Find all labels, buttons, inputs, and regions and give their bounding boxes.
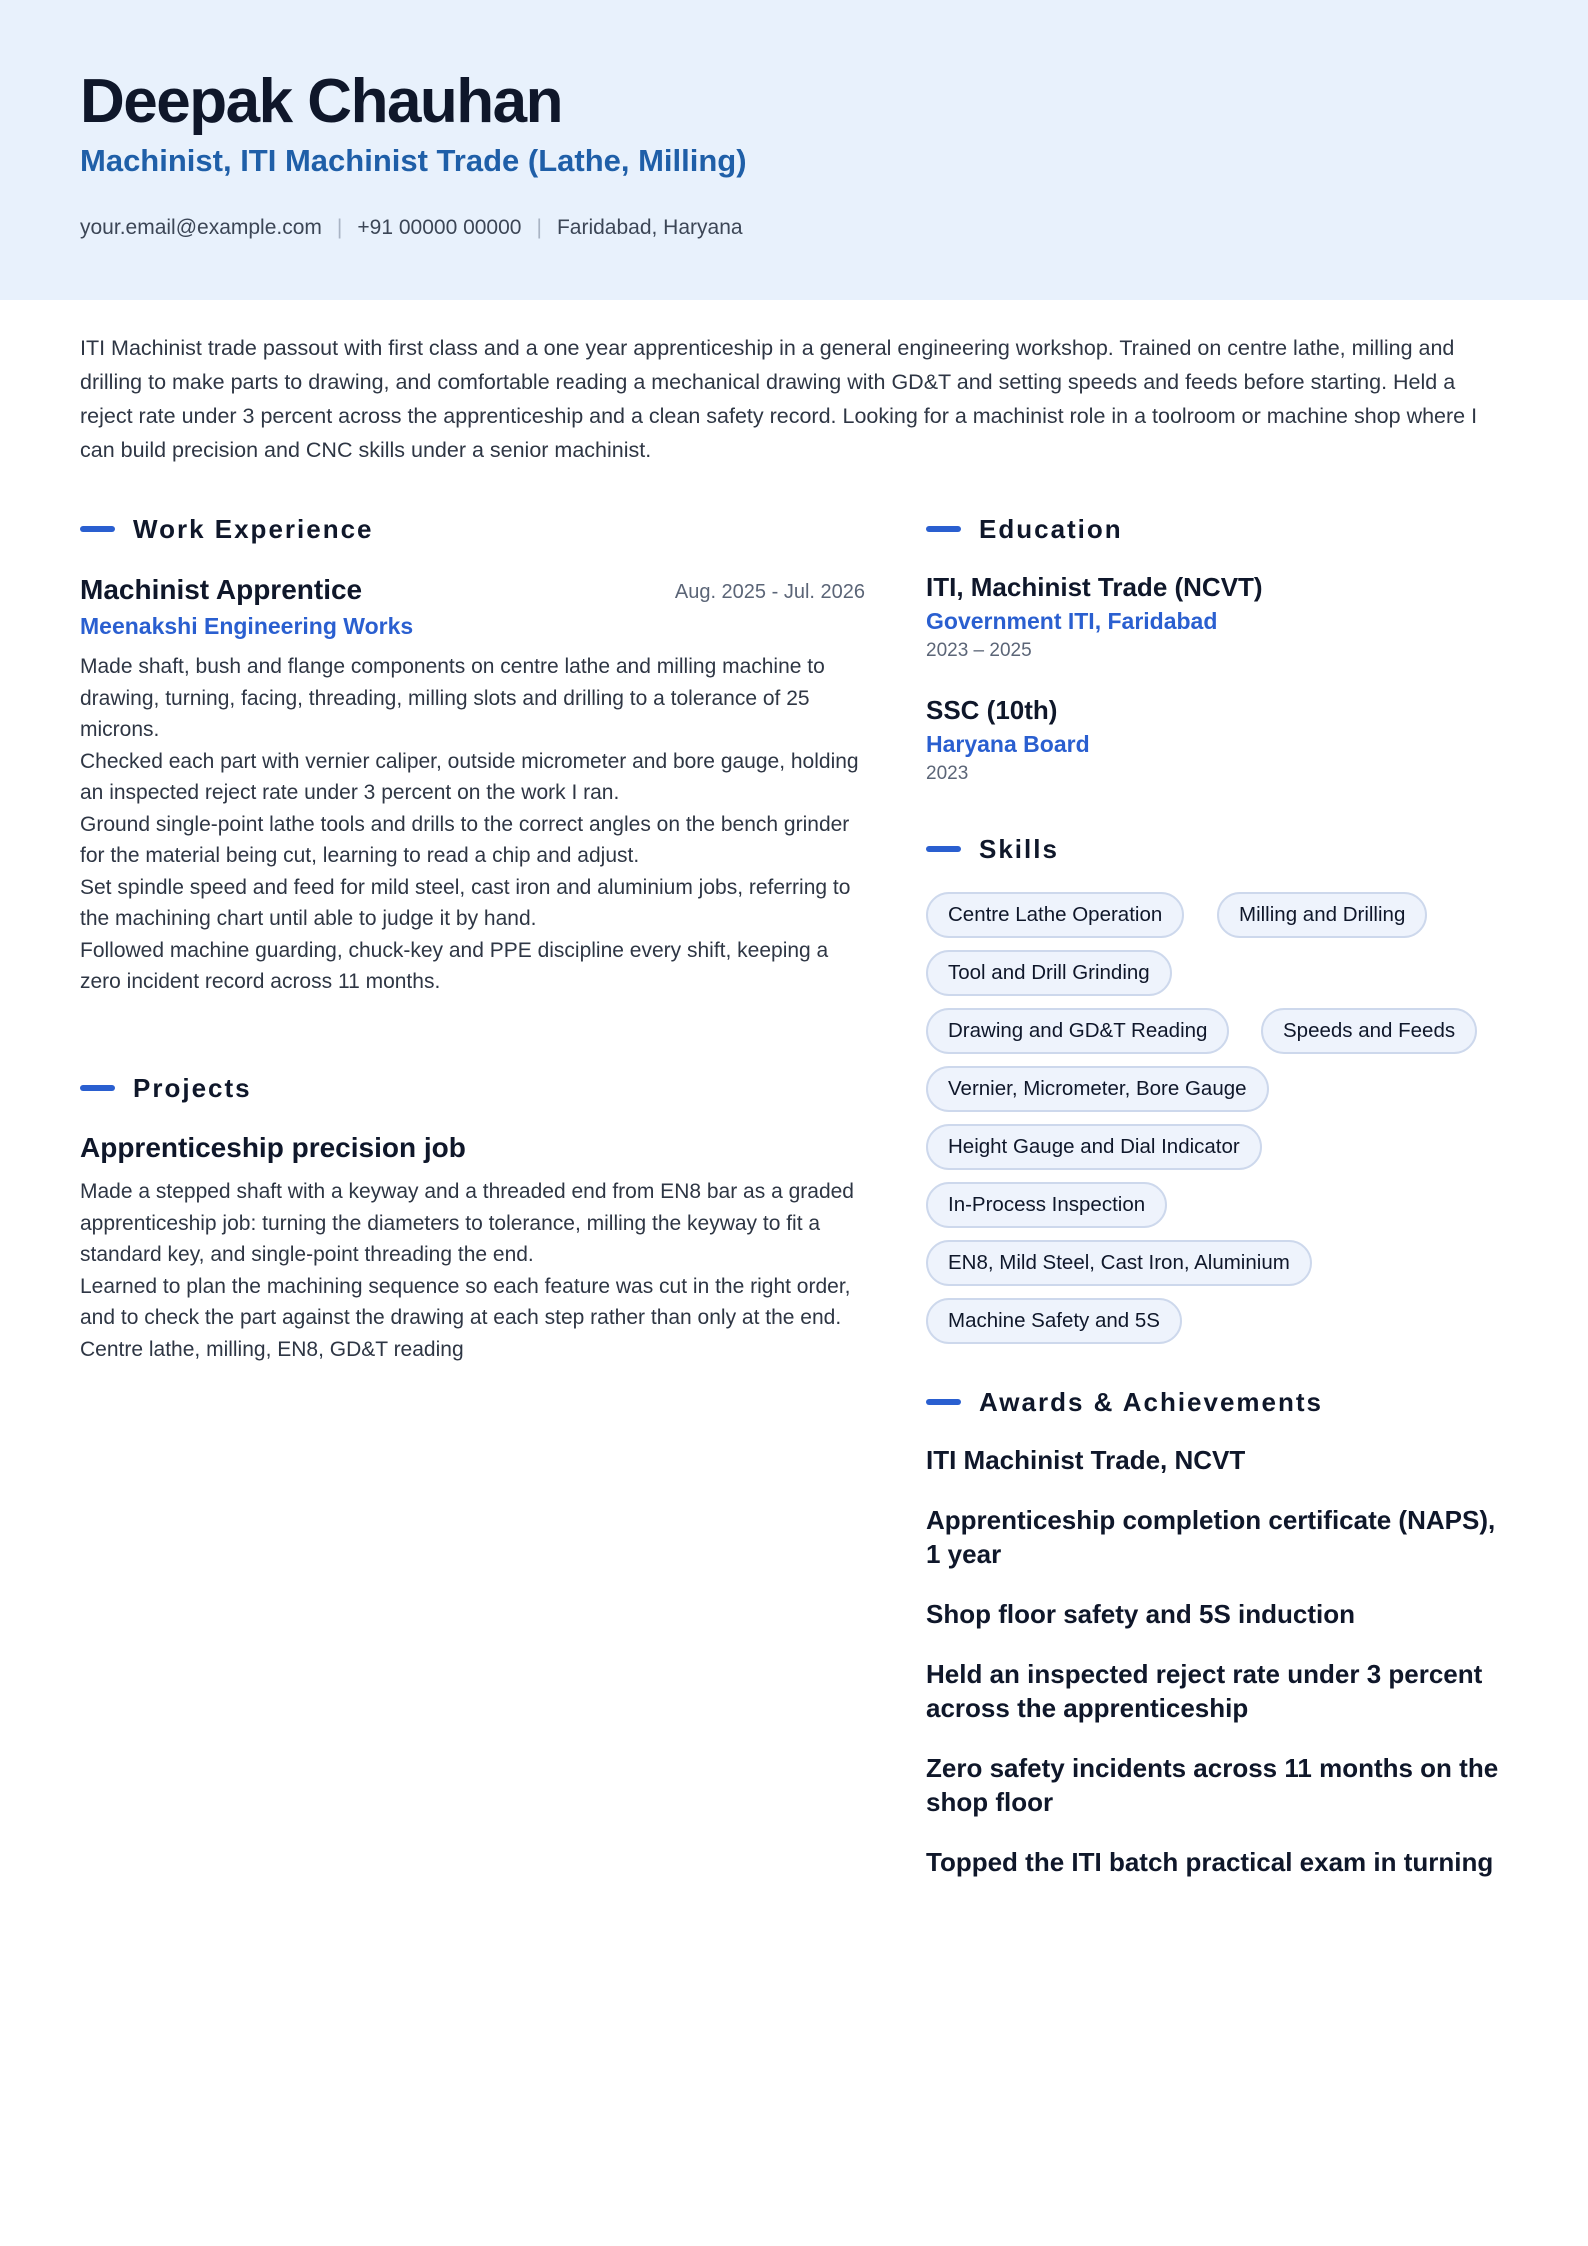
section-heading-skills <box>926 829 1059 869</box>
section-accent-bar <box>926 846 961 852</box>
job-dates: Aug. 2025 - Jul. 2026 <box>674 581 865 603</box>
skill-pill: Drawing and GD&T Reading <box>926 1008 1229 1054</box>
contact-separator: | <box>536 216 542 239</box>
skill-pill: In-Process Inspection <box>926 1182 1167 1228</box>
section-heading-experience <box>80 509 374 549</box>
education-degree: ITI, Machinist Trade (NCVT) <box>926 572 1263 602</box>
skill-pill: Tool and Drill Grinding <box>926 950 1172 996</box>
section-heading-label: Work Experience <box>133 513 374 544</box>
section-heading-awards <box>926 1382 1323 1422</box>
candidate-role: Machinist, ITI Machinist Trade (Lathe, Milling) <box>80 143 747 178</box>
section-heading-label: Skills <box>979 833 1059 864</box>
section-heading-projects <box>80 1068 252 1108</box>
job-title: Machinist Apprentice <box>80 574 363 605</box>
skill-pill: Machine Safety and 5S <box>926 1298 1182 1344</box>
summary-paragraph: ITI Machinist trade passout with first class and a one year apprenticeship in a general engineering workshop. Trained on centre lathe, milling and drilling to make parts to drawing, and comfortable reading a mechanical drawing with GD&T and setting speeds and feeds before starting. Held a reject rate under 3 percent across the apprenticeship and a clean safety record. Looking for a machinist role in a toolroom or machine shop where I can build precision and CNC skills under a senior machinist. <box>80 336 1478 462</box>
education-degree: SSC (10th) <box>926 695 1058 725</box>
education-school: Government ITI, Faridabad <box>926 608 1218 634</box>
project-description <box>80 1176 870 1365</box>
education-school: Haryana Board <box>926 731 1090 757</box>
education-entry <box>926 569 1526 665</box>
section-accent-bar <box>80 526 115 532</box>
award-item: Held an inspected reject rate under 3 percent across the apprenticeship <box>926 1659 1483 1723</box>
project-title: Apprenticeship precision job <box>80 1132 466 1163</box>
contact-email[interactable]: your.email@example.com <box>80 216 322 239</box>
skill-pill: Vernier, Micrometer, Bore Gauge <box>926 1066 1269 1112</box>
project-line: Centre lathe, milling, EN8, GD&T reading <box>80 1337 464 1361</box>
contact-phone[interactable]: +91 00000 00000 <box>357 216 522 239</box>
education-years: 2023 <box>926 763 969 784</box>
skill-pill: Milling and Drilling <box>1217 892 1427 938</box>
section-heading-education <box>926 509 1123 549</box>
header-band <box>0 0 1588 300</box>
job-company: Meenakshi Engineering Works <box>80 613 414 639</box>
skill-pill: Height Gauge and Dial Indicator <box>926 1124 1262 1170</box>
contact-location: Faridabad, Haryana <box>556 216 743 239</box>
section-heading-label: Projects <box>133 1072 252 1103</box>
contact-separator: | <box>336 216 343 239</box>
job-bullet: Followed machine guarding, chuck-key and PPE discipline every shift, keeping a zero incident record across 11 months. <box>80 938 829 993</box>
job-bullet: Made shaft, bush and flange components on centre lathe and milling machine to drawing, turning, facing, threading, milling slots and drilling to a tolerance of 25 microns. <box>80 655 825 741</box>
skill-pill: Speeds and Feeds <box>1261 1008 1477 1054</box>
section-accent-bar <box>926 526 961 532</box>
candidate-name: Deepak Chauhan <box>80 67 563 136</box>
contact-line <box>80 214 743 242</box>
job-bullet: Ground single-point lathe tools and drills to the correct angles on the bench grinder for the material being cut, learning to read a chip and adjust. <box>80 812 850 867</box>
job-bullet: Checked each part with vernier caliper, outside micrometer and bore gauge, holding an inspected reject rate under 3 percent on the work I ran. <box>80 749 859 804</box>
section-accent-bar <box>926 1399 961 1405</box>
award-item: Shop floor safety and 5S induction <box>926 1599 1356 1629</box>
project-line: Learned to plan the machining sequence so each feature was cut in the right order, and to check the part against the drawing at each step rather than only at the end. <box>80 1274 851 1329</box>
award-item: ITI Machinist Trade, NCVT <box>926 1445 1246 1475</box>
skill-pill: EN8, Mild Steel, Cast Iron, Aluminium <box>926 1240 1312 1286</box>
section-heading-label: Education <box>979 513 1123 544</box>
skill-pill: Centre Lathe Operation <box>926 892 1184 938</box>
education-entry <box>926 692 1526 788</box>
job-bullets <box>80 651 870 998</box>
award-item: Apprenticeship completion certificate (NAPS), 1 year <box>926 1505 1496 1569</box>
project-line: Made a stepped shaft with a keyway and a threaded end from EN8 bar as a graded apprenticeship job: turning the diameters to tolerance, milling the keyway to fit a standard key, and single-point threading the end. <box>80 1180 854 1266</box>
section-heading-label: Awards & Achievements <box>979 1386 1324 1417</box>
award-item: Topped the ITI batch practical exam in turning <box>926 1847 1494 1877</box>
job-bullet: Set spindle speed and feed for mild steel, cast iron and aluminium jobs, referring to the machining chart until able to judge it by hand. <box>80 875 851 930</box>
section-accent-bar <box>80 1085 115 1091</box>
education-years: 2023 – 2025 <box>926 640 1032 661</box>
award-item: Zero safety incidents across 11 months on the shop floor <box>926 1753 1499 1817</box>
